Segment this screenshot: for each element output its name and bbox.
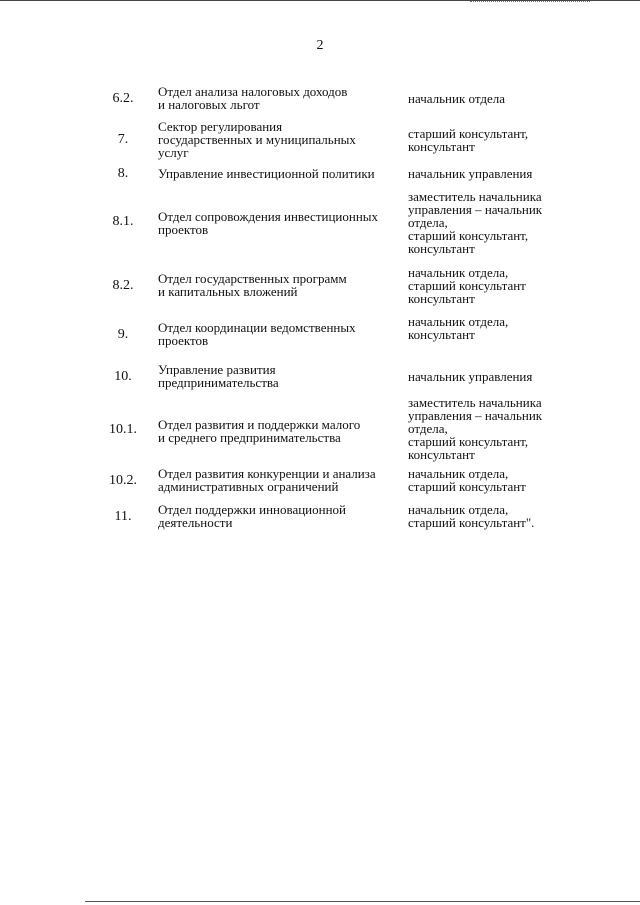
row-number: 11.: [114, 509, 132, 524]
department-name: Сектор регулирования государственных и муниципальных услуг: [158, 119, 356, 160]
row-number: 7.: [117, 132, 129, 147]
row-number: 9.: [117, 327, 129, 342]
position-titles: начальник отдела, старший консультант консультант: [408, 265, 526, 306]
row-number: 10.1.: [109, 422, 137, 437]
row-number: 10.: [114, 369, 132, 384]
scan-bottom-border: [85, 901, 640, 902]
position-titles: заместитель начальника управления – начальник отдела, старший консультант, консультант: [408, 189, 543, 256]
position-titles: начальник управления: [408, 166, 533, 181]
scan-top-dots: [470, 1, 590, 3]
page-number: 2: [316, 38, 324, 53]
department-name: Отдел развития и поддержки малого и среднего предпринимательства: [158, 417, 361, 445]
department-name: Отдел сопровождения инвестиционных проектов: [158, 209, 379, 237]
position-titles: начальник отдела, старший консультант: [408, 466, 526, 494]
position-titles: начальник отдела, консультант: [408, 314, 509, 342]
position-titles: начальник отдела, старший консультант".: [408, 502, 535, 530]
department-name: Отдел анализа налоговых доходов и налоговых льгот: [158, 84, 348, 112]
row-number: 6.2.: [112, 91, 134, 106]
department-name: Отдел поддержки инновационной деятельности: [158, 502, 346, 530]
row-number: 10.2.: [109, 473, 137, 488]
department-name: Управление инвестиционной политики: [158, 166, 375, 181]
position-titles: начальник управления: [408, 369, 533, 384]
position-titles: начальник отдела: [408, 91, 506, 106]
position-titles: старший консультант, консультант: [408, 126, 529, 154]
row-number: 8.1.: [112, 214, 134, 229]
position-titles: заместитель начальника управления – начальник отдела, старший консультант, консультант: [408, 395, 543, 462]
department-name: Отдел координации ведомственных проектов: [158, 320, 356, 348]
row-number: 8.: [117, 166, 129, 181]
department-name: Отдел развития конкуренции и анализа административных ограничений: [158, 466, 376, 494]
row-number: 8.2.: [112, 278, 134, 293]
department-name: Отдел государственных программ и капитальных вложений: [158, 271, 347, 299]
department-name: Управление развития предпринимательства: [158, 362, 279, 390]
